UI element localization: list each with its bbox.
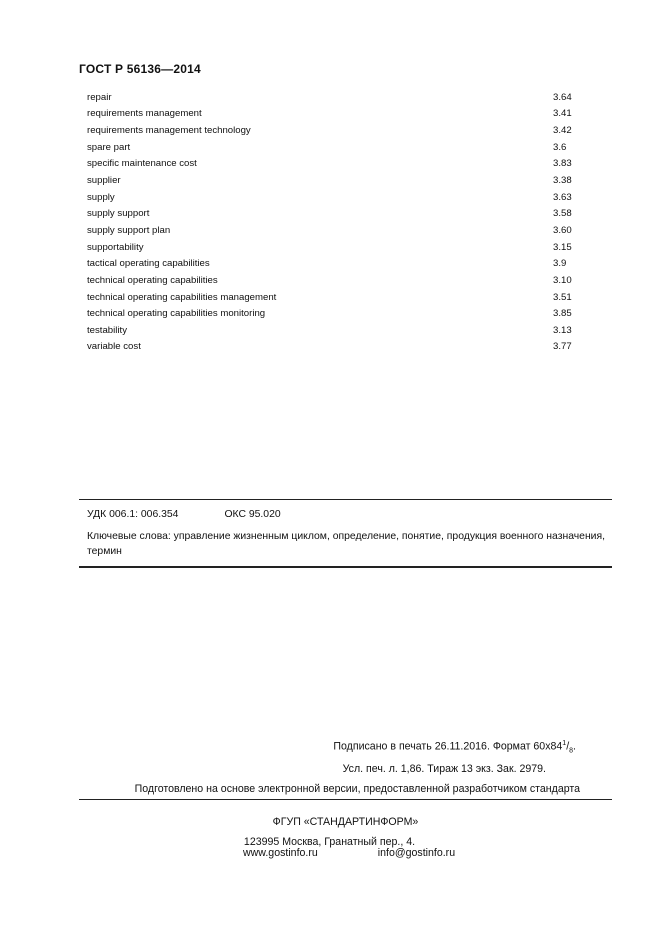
prepared-note: Подготовлено на основе электронной версии, предоставленной разработчиком стандарта — [134, 783, 580, 795]
index-term: technical operating capabilities management — [87, 291, 277, 303]
index-number: 3.15 — [553, 241, 572, 253]
index-term: variable cost — [87, 341, 141, 353]
publisher-contacts — [243, 847, 455, 859]
index-number: 3.10 — [553, 274, 572, 286]
index-term: supply support — [87, 208, 150, 220]
index-row — [87, 339, 581, 356]
index-number: 3.60 — [553, 224, 572, 236]
udk-code: УДК 006.1: 006.354 — [87, 509, 179, 520]
signed-text: Подписано в печать 26.11.2016. Формат 60х84 — [333, 740, 563, 753]
print-run: Усл. печ. л. 1,86. Тираж 13 экз. Зак. 2979. — [342, 763, 546, 775]
index-row — [87, 289, 581, 306]
classification-block — [79, 499, 612, 568]
term-index-list — [87, 89, 581, 355]
index-term: requirements management — [87, 108, 202, 120]
index-term: tactical operating capabilities — [87, 258, 210, 270]
index-row — [87, 122, 581, 139]
top-divider — [79, 499, 612, 500]
index-number: 3.6 — [553, 141, 567, 153]
website-link[interactable]: www.gostinfo.ru — [243, 847, 318, 859]
index-row — [87, 272, 581, 289]
oks-code: ОКС 95.020 — [224, 509, 281, 520]
bottom-divider — [79, 566, 612, 568]
standard-header: ГОСТ Р 56136—2014 — [79, 62, 201, 76]
keywords-paragraph — [87, 529, 605, 559]
index-term: supply — [87, 191, 115, 203]
index-term: repair — [87, 91, 112, 103]
index-row — [87, 322, 581, 339]
index-term: technical operating capabilities monitoring — [87, 308, 266, 320]
index-row — [87, 172, 581, 189]
format-end: . — [573, 740, 576, 753]
index-term: testability — [87, 324, 127, 336]
classification-codes — [87, 509, 612, 520]
index-number: 3.42 — [553, 125, 572, 137]
index-number: 3.41 — [553, 108, 572, 120]
index-term: supportability — [87, 241, 144, 253]
index-term: technical operating capabilities — [87, 274, 218, 286]
index-row — [87, 156, 581, 173]
index-row — [87, 106, 581, 123]
email-link[interactable]: info@gostinfo.ru — [377, 847, 456, 859]
index-number: 3.9 — [553, 258, 567, 270]
index-row — [87, 239, 581, 256]
publisher-address: 123995 Москва, Гранатный пер., 4. — [243, 836, 416, 848]
index-number: 3.58 — [553, 208, 572, 220]
index-number: 3.77 — [553, 341, 572, 353]
index-number: 3.38 — [553, 175, 572, 187]
format-denominator: 8 — [569, 747, 574, 755]
format-numerator: 1 — [562, 740, 567, 747]
index-number: 3.63 — [553, 191, 572, 203]
index-term: specific maintenance cost — [87, 158, 197, 170]
index-number: 3.13 — [553, 324, 572, 336]
publisher-name: ФГУП «СТАНДАРТИНФОРМ» — [272, 816, 419, 828]
index-number: 3.51 — [553, 291, 572, 303]
index-row — [87, 139, 581, 156]
index-term: supply support plan — [87, 224, 171, 236]
index-row — [87, 222, 581, 239]
index-row — [87, 255, 581, 272]
index-number: 3.83 — [553, 158, 572, 170]
index-row — [87, 89, 581, 106]
index-row — [87, 189, 581, 206]
keywords-label: Ключевые слова: — [87, 531, 171, 542]
signed-to-print: Подписано в печать 26.11.2016. Формат $60х84^1/_8$. — [333, 740, 576, 755]
imprint-divider — [79, 799, 612, 800]
index-term: requirements management technology — [87, 125, 251, 137]
keywords-text: управление жизненным циклом, определение, понятие, продукция военного назначения, термин — [87, 531, 605, 557]
index-term: spare part — [87, 141, 131, 153]
index-number: 3.85 — [553, 308, 572, 320]
index-row — [87, 305, 581, 322]
index-row — [87, 205, 581, 222]
index-number: 3.64 — [553, 91, 572, 103]
index-term: supplier — [87, 175, 121, 187]
